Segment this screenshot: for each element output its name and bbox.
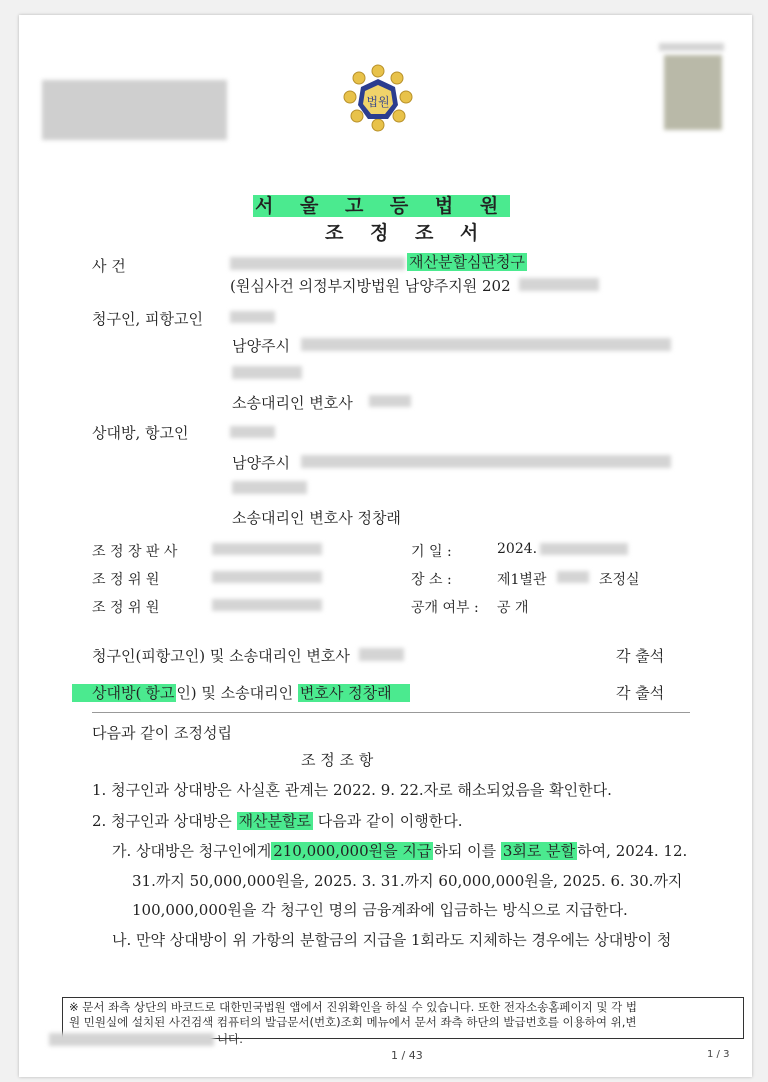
public-value: 공 개 — [497, 600, 529, 616]
page-number-right: 1 / 3 — [707, 1049, 730, 1060]
redacted-claimant-address — [301, 338, 671, 351]
item-2: 2. 청구인과 상대방은 재산분할로 다음과 같이 이행한다. — [92, 812, 463, 830]
redacted-claimant-name — [230, 311, 275, 323]
claimant-address-prefix: 남양주시 — [232, 337, 290, 355]
document-page — [19, 15, 752, 1077]
member2-label: 조 정 위 원 — [92, 600, 160, 616]
item-1: 1. 청구인과 상대방은 사실혼 관계는 2022. 9. 22.자로 해소되었음을 확인한다. — [92, 781, 612, 799]
date-value: 2024. — [497, 541, 538, 557]
redacted-place — [557, 571, 589, 583]
place-value: 제1별관 — [497, 572, 547, 588]
attendance-line1-status: 각 출석 — [616, 647, 665, 665]
notice-line3: 니다. — [217, 1032, 243, 1046]
public-label: 공개 여부 : — [411, 600, 479, 616]
case-name: 재산분할심판청구 — [409, 253, 525, 271]
redacted-claimant-attorney — [369, 395, 411, 407]
section-title: 조 정 조 항 — [301, 751, 374, 769]
page-number-center: 1 / 43 — [391, 1049, 423, 1062]
redacted-claimant-attorney-2 — [359, 648, 404, 661]
notice-line1: ※ 문서 좌측 상단의 바코드로 대한민국법원 앱에서 진위확인을 하실 수 있습니다. 또한 전자소송홈페이지 및 각 법 — [69, 1000, 638, 1014]
redacted-member2 — [212, 599, 322, 611]
divider — [92, 712, 690, 713]
item-2a: 가. 상대방은 청구인에게 210,000,000원을 지급 하되 이를 3회로 분할 하여, 2024. 12. — [112, 842, 688, 860]
court-name: 서 울 고 등 법 원 — [255, 195, 509, 217]
emblem-text: 법원 — [366, 95, 390, 109]
redacted-respondent-address-2 — [232, 481, 307, 494]
item-2a-line2: 31.까지 50,000,000원을, 2025. 3. 31.까지 60,000,000원을, 2025. 6. 30.까지 — [132, 872, 683, 890]
redacted-mark — [659, 43, 724, 51]
item-2b: 나. 만약 상대방이 위 가항의 분할금의 지급을 1회라도 지체하는 경우에는 상대방이 청 — [112, 931, 672, 949]
respondent-label: 상대방, 항고인 — [92, 424, 189, 442]
respondent-address-prefix: 남양주시 — [232, 454, 290, 472]
chief-judge-label: 조 정 장 판 사 — [92, 544, 178, 560]
redacted-claimant-address-2 — [232, 366, 302, 379]
claimant-attorney-label: 소송대리인 변호사 — [232, 394, 353, 412]
document-type: 조 정 조 서 — [325, 222, 489, 244]
member1-label: 조 정 위 원 — [92, 572, 160, 588]
redacted-respondent-name — [230, 426, 275, 438]
claimant-label: 청구인, 피항고인 — [92, 310, 203, 328]
item-2a-line3: 100,000,000원을 각 청구인 명의 금융계좌에 입금하는 방식으로 지급한다. — [132, 901, 628, 919]
redacted-issue-number — [49, 1033, 214, 1046]
place-label: 장 소 : — [411, 572, 452, 588]
case-label: 사 건 — [92, 257, 126, 275]
redacted-seal — [664, 55, 722, 130]
redacted-chief-judge — [212, 543, 322, 555]
attendance-line2: 상대방( 항고 인) 및 소송대리인 변호사 정창래 — [72, 682, 410, 703]
redacted-member1 — [212, 571, 322, 583]
court-emblem-icon — [342, 63, 414, 135]
date-label: 기 일 : — [411, 544, 452, 560]
attendance-line1: 청구인(피항고인) 및 소송대리인 변호사 — [92, 647, 350, 665]
origin-case: (원심사건 의정부지방법원 남양주지원 202 — [230, 277, 511, 295]
redacted-respondent-address — [301, 455, 671, 468]
redacted-case-number — [230, 257, 405, 270]
attendance-line2-status: 각 출석 — [616, 684, 665, 702]
established-text: 다음과 같이 조정성립 — [92, 724, 232, 742]
place-suffix: 조정실 — [599, 572, 640, 588]
redacted-barcode — [42, 80, 227, 140]
redacted-date — [540, 543, 628, 555]
notice-line2: 원 민원실에 설치된 사건검색 컴퓨터의 발급문서(번호)조회 메뉴에서 문서 좌측 하단의 발급번호를 이용하여 위,변 — [69, 1015, 637, 1029]
respondent-attorney: 소송대리인 변호사 정창래 — [232, 509, 401, 527]
redacted-origin-number — [519, 278, 599, 291]
